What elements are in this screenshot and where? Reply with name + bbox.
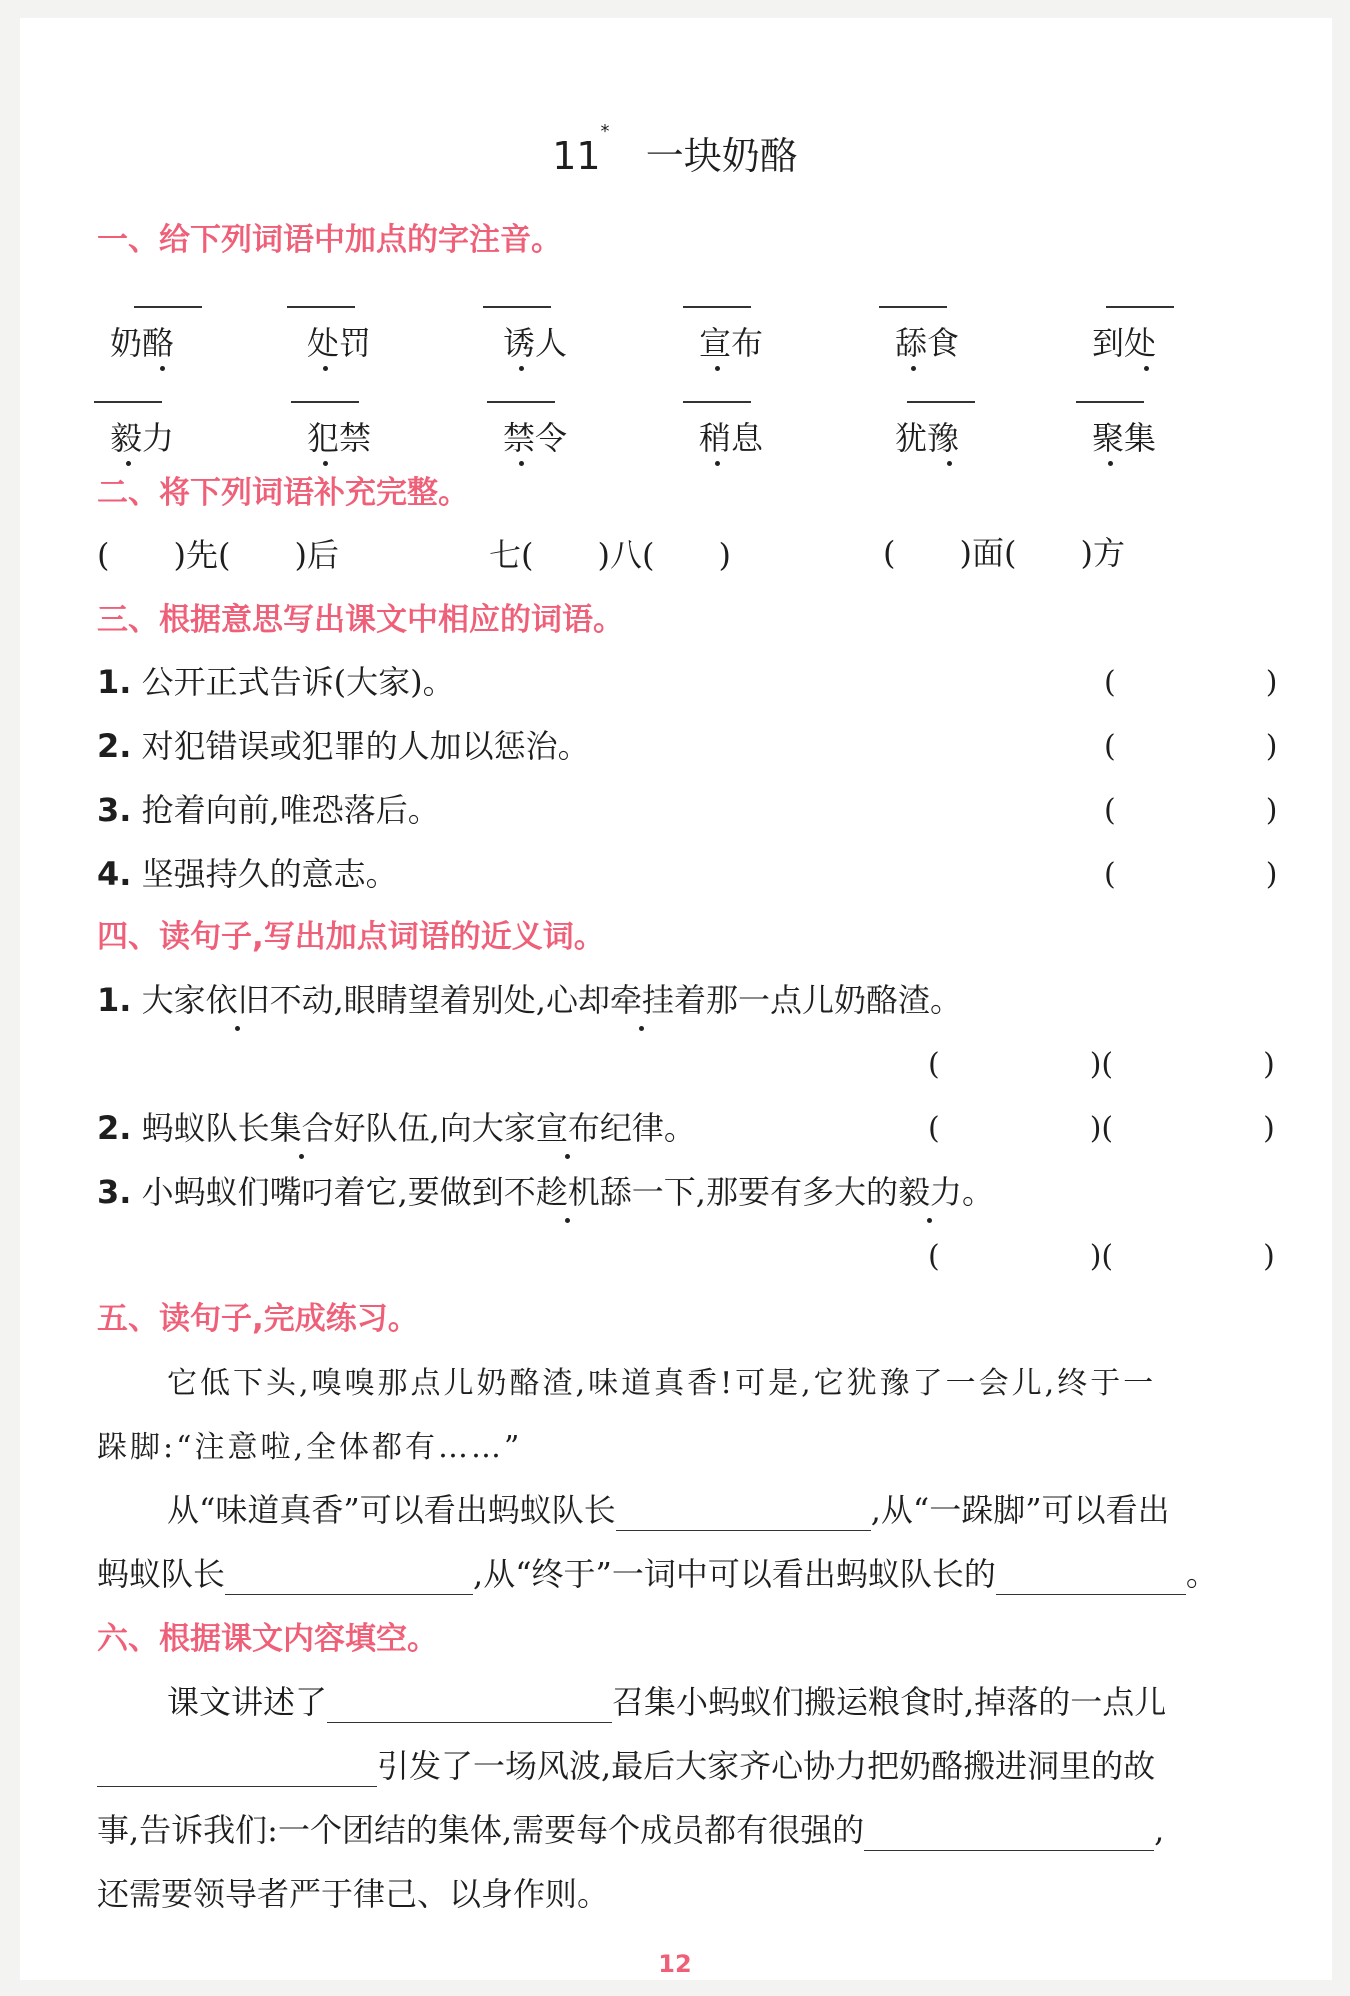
definition-item: 4. 坚强持久的意志。 (97, 855, 398, 893)
lesson-title: 11* 一块奶酪 (552, 121, 798, 178)
pinyin-word: 禁令 (503, 413, 567, 459)
fill-blank[interactable] (97, 1756, 377, 1787)
fill-line-1: 课文讲述了 召集小蚂蚁们搬运粮食时,掉落的一点儿 (167, 1683, 1167, 1721)
pinyin-word: 稍息 (699, 413, 763, 459)
section4-heading: 四、读句子,写出加点词语的近义词。 (97, 919, 605, 955)
fill-blank[interactable] (327, 1692, 612, 1723)
pinyin-word: 犯禁 (307, 413, 371, 459)
idiom-fill-3: ( )面( )方 (883, 534, 1125, 572)
fill-blank[interactable] (225, 1564, 473, 1595)
page-number: 12 (658, 1950, 692, 1978)
fill-blank[interactable] (996, 1564, 1186, 1595)
pinyin-word: 犹豫 (895, 413, 959, 459)
dotted-word: 趁机 (536, 1167, 600, 1213)
section5-heading: 五、读句子,完成练习。 (97, 1301, 419, 1337)
dotted-word: 宣布 (536, 1103, 600, 1149)
dotted-word: 牵挂 (610, 975, 674, 1021)
section2-heading: 二、将下列词语补充完整。 (97, 475, 469, 511)
fill-blank[interactable] (864, 1820, 1154, 1851)
question-line-1: 从“味道真香”可以看出蚂蚁队长 ,从“一跺脚”可以看出 (167, 1491, 1170, 1529)
definition-item: 1. 公开正式告诉(大家)。 (97, 663, 455, 701)
section3-heading: 三、根据意思写出课文中相应的词语。 (97, 602, 624, 638)
dotted-word: 集合 (270, 1103, 334, 1149)
fill-blank[interactable] (616, 1500, 871, 1531)
passage-line-1: 它低下头,嗅嗅那点儿奶酪渣,味道真香!可是,它犹豫了一会儿,终于一 (167, 1366, 1157, 1401)
question-line-2: 蚂蚁队长 ,从“终于”一词中可以看出蚂蚁队长的 。 (97, 1555, 1218, 1593)
pinyin-word: 舔食 (895, 318, 959, 364)
pinyin-word: 到处 (1092, 318, 1156, 364)
section6-heading: 六、根据课文内容填空。 (97, 1621, 438, 1657)
fill-line-2: 引发了一场风波,最后大家齐心协力把奶酪搬进洞里的故 (97, 1741, 1155, 1787)
definition-item: 2. 对犯错误或犯罪的人加以惩治。 (97, 727, 590, 765)
dotted-word: 毅力 (898, 1167, 962, 1213)
pinyin-word: 诱人 (503, 318, 567, 364)
answer-blank[interactable]: ( )( ) (928, 1111, 1275, 1146)
section1-heading: 一、给下列词语中加点的字注音。 (97, 222, 562, 258)
pinyin-word: 宣布 (699, 318, 763, 364)
dotted-word: 依旧 (206, 975, 270, 1021)
pinyin-word: 聚集 (1092, 413, 1156, 459)
sentence-item: 2. 蚂蚁队长集合好队伍,向大家宣布纪律。 (97, 1103, 696, 1149)
fill-line-3: 事,告诉我们:一个团结的集体,需要每个成员都有很强的 , (97, 1811, 1165, 1849)
pinyin-word: 毅力 (110, 413, 174, 459)
word-char-1: 奶酪 (110, 324, 175, 362)
idiom-fill-2: 七( )八( ) (489, 536, 731, 574)
sentence-item: 3. 小蚂蚁们嘴叼着它,要做到不趁机舔一下,那要有多大的毅力。 (97, 1167, 994, 1213)
definition-item: 3. 抢着向前,唯恐落后。 (97, 791, 440, 829)
answer-blank[interactable]: ( ) (1104, 793, 1278, 828)
passage-line-2: 跺脚:“注意啦,全体都有……” (97, 1430, 523, 1465)
pinyin-word (110, 318, 174, 364)
idiom-fill-1: ( )先( )后 (97, 536, 339, 574)
sentence-item: 1. 大家依旧不动,眼睛望着别处,心却牵挂着那一点儿奶酪渣。 (97, 975, 962, 1021)
fill-line-4: 还需要领导者严于律己、以身作则。 (97, 1875, 610, 1913)
answer-blank[interactable]: ( ) (1104, 665, 1278, 700)
answer-blank[interactable]: ( )( ) (928, 1239, 1275, 1274)
answer-blank[interactable]: ( )( ) (928, 1047, 1275, 1082)
answer-blank[interactable]: ( ) (1104, 729, 1278, 764)
answer-blank[interactable]: ( ) (1104, 857, 1278, 892)
pinyin-word: 处罚 (307, 318, 371, 364)
